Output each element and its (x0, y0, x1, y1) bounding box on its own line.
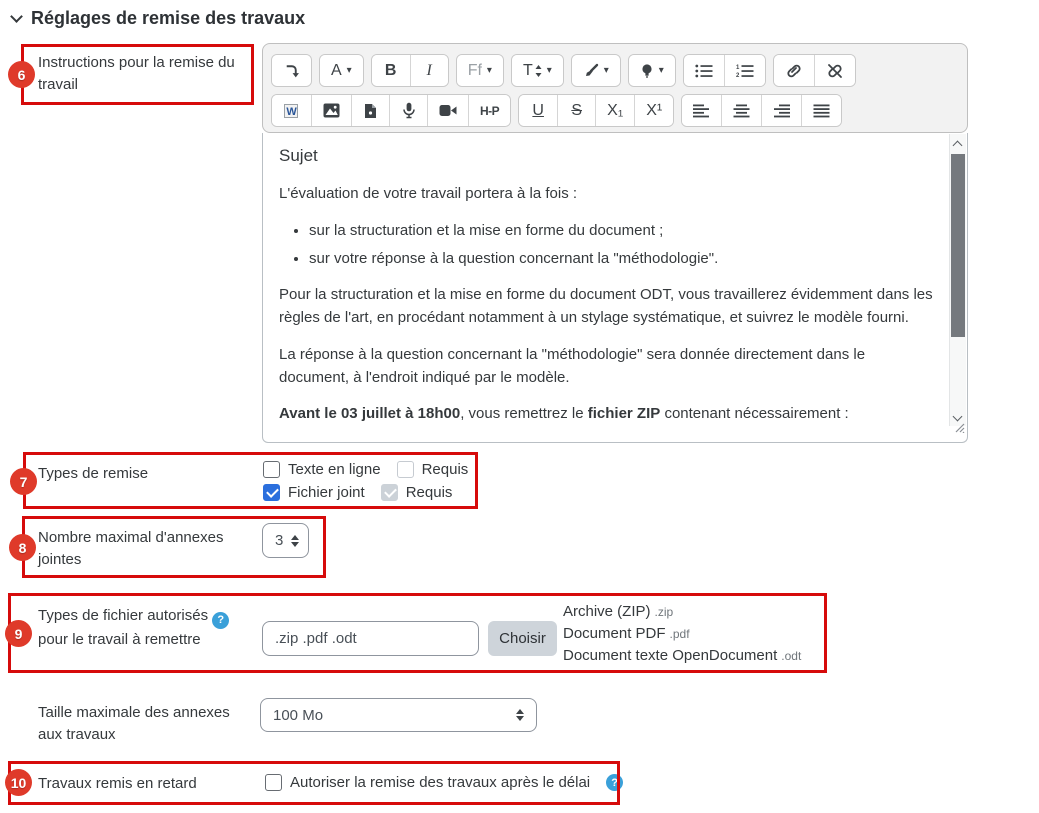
list-item: • sur la structuration et la mise en forme du document ; (309, 219, 934, 242)
checkbox-label: Texte en ligne (288, 461, 381, 478)
italic-button[interactable]: I (410, 55, 448, 86)
label-line: jointes (38, 551, 82, 568)
annotation-number-8: 8 (9, 534, 36, 561)
submission-types-label: Types de remise (38, 465, 149, 482)
editor-content-area[interactable] (262, 133, 968, 443)
file-type-name: Document PDF (563, 625, 666, 642)
video-icon[interactable] (427, 95, 468, 126)
label-line: Types de fichier autorisés (38, 607, 209, 624)
file-type-ext: .pdf (669, 627, 690, 641)
resize-handle-icon[interactable] (953, 417, 965, 440)
file-required-checkbox (381, 484, 398, 501)
max-files-label (38, 527, 253, 571)
help-icon[interactable]: ? (606, 774, 623, 791)
allow-late-checkbox[interactable] (265, 774, 282, 791)
annotation-number-7: 7 (10, 468, 37, 495)
file-type-name: Archive (ZIP) (563, 603, 651, 620)
svg-text:2: 2 (735, 72, 740, 78)
word-import-icon[interactable] (272, 95, 311, 126)
unlink-icon[interactable] (814, 55, 855, 86)
bullet-list-icon[interactable] (684, 55, 724, 86)
label-line: aux travaux (38, 726, 116, 743)
text-run: contenant nécessairement : (660, 405, 849, 423)
editor-paragraph (279, 402, 934, 425)
annotation-number-9: 9 (5, 620, 32, 647)
superscript-button[interactable]: X¹ (634, 95, 673, 126)
chevron-down-icon (10, 10, 23, 23)
media-file-icon[interactable] (351, 95, 389, 126)
max-size-select[interactable] (260, 698, 537, 732)
svg-text:W: W (286, 105, 297, 118)
microphone-icon[interactable] (389, 95, 427, 126)
rich-text-editor (262, 43, 968, 443)
file-type-ext: .zip (654, 605, 674, 619)
align-left-icon[interactable] (682, 95, 721, 126)
caret-icon: ▾ (603, 65, 609, 76)
bold-text: Avant le 03 juillet à 18h00 (279, 405, 461, 423)
image-icon[interactable] (311, 95, 351, 126)
accepted-types-label (38, 605, 268, 651)
text-color-icon[interactable] (572, 55, 620, 86)
caret-icon: ▾ (486, 65, 492, 76)
file-type-item (563, 623, 801, 645)
max-size-label (38, 702, 258, 746)
align-right-icon[interactable] (761, 95, 801, 126)
scroll-up-icon[interactable] (954, 139, 962, 147)
text-run: , vous remettrez le (460, 405, 588, 423)
underline-button[interactable] (519, 95, 557, 126)
caret-icon: ▾ (658, 65, 664, 76)
select-arrows-icon (516, 709, 524, 721)
accepted-types-input[interactable] (262, 621, 479, 656)
online-text-checkbox[interactable] (263, 461, 280, 478)
numbered-list-icon[interactable] (724, 55, 765, 86)
submission-type-row (263, 484, 452, 501)
checkbox-label: Requis (405, 484, 453, 501)
svg-text:1: 1 (735, 64, 740, 71)
editor-paragraph: Pour la structuration et la mise en forme du document ODT, vous travaillerez évidemment dans les règles de l'art, en procédant notamment à un stylage systématique, et suivrez le modèle fourni. (279, 286, 933, 327)
checkbox-label: Fichier joint (288, 484, 365, 501)
file-type-ext: .odt (781, 649, 802, 663)
strikethrough-label: S (571, 101, 582, 119)
align-center-icon[interactable] (721, 95, 761, 126)
annotation-number-6: 6 (8, 61, 35, 88)
caret-icon: ▾ (546, 65, 552, 76)
late-submissions-label: Travaux remis en retard (38, 775, 197, 792)
file-submission-checkbox[interactable] (263, 484, 280, 501)
section-title: Réglages de remise des travaux (31, 8, 306, 28)
styles-label: A (331, 61, 342, 79)
editor-heading: Sujet (279, 146, 318, 165)
editor-toolbar (262, 43, 968, 133)
subscript-button[interactable]: X₁ (595, 95, 634, 126)
choose-file-types-button[interactable]: Choisir (488, 621, 557, 656)
label-line: pour le travail à remettre (38, 630, 201, 648)
editor-paragraph: La réponse à la question concernant la "méthodologie" sera donnée directement dans le document, à l'endroit indiqué par le modèle. (279, 345, 866, 386)
font-family-label: Ff (467, 61, 482, 79)
editor-scrollbar[interactable] (949, 134, 966, 426)
underline-label: U (532, 101, 544, 119)
strikethrough-button[interactable] (557, 95, 595, 126)
collapse-toolbar-icon[interactable] (272, 55, 311, 86)
toolbar-row-2 (271, 94, 959, 127)
accepted-types-list (563, 601, 801, 667)
editor-paragraph: L'évaluation de votre travail portera à la fois : (279, 185, 578, 203)
checkbox-label: Autoriser la remise des travaux après le délai (290, 774, 591, 791)
font-size-label: T (522, 61, 533, 79)
file-type-name: Document texte OpenDocument (563, 647, 778, 664)
font-size-button[interactable] (512, 55, 563, 86)
paragraph-styles-button[interactable] (320, 55, 363, 86)
font-family-button[interactable] (457, 55, 503, 86)
online-text-required-checkbox (397, 461, 414, 478)
highlight-color-icon[interactable] (629, 55, 675, 86)
toolbar-row-1 (271, 54, 959, 87)
file-type-item (563, 601, 801, 623)
caret-icon: ▾ (346, 65, 352, 76)
select-value: 100 Mo (273, 706, 324, 724)
help-icon[interactable]: ? (212, 612, 229, 629)
label-line: Taille maximale des annexes (38, 704, 230, 721)
select-value: 3 (275, 532, 284, 549)
max-files-select[interactable] (262, 523, 309, 558)
justify-icon[interactable] (801, 95, 841, 126)
editor-bullet-list (309, 219, 934, 271)
label-line: Nombre maximal d'annexes (38, 529, 224, 546)
checkbox-label: Requis (421, 461, 469, 478)
annotation-number-10: 10 (5, 769, 32, 796)
late-submissions-row (265, 774, 623, 791)
select-arrows-icon (291, 535, 299, 547)
h5p-icon[interactable]: H-P (468, 95, 510, 126)
list-item: • sur votre réponse à la question concernant la "méthodologie". (309, 247, 934, 270)
link-icon[interactable] (774, 55, 814, 86)
bold-text: fichier ZIP (587, 405, 661, 423)
submission-type-row (263, 461, 468, 478)
scrollbar-thumb[interactable] (951, 154, 965, 337)
file-type-item (563, 645, 801, 667)
instructions-label: Instructions pour la remise du travail (38, 54, 235, 93)
section-header[interactable] (12, 8, 305, 29)
bold-button[interactable]: B (372, 55, 410, 86)
